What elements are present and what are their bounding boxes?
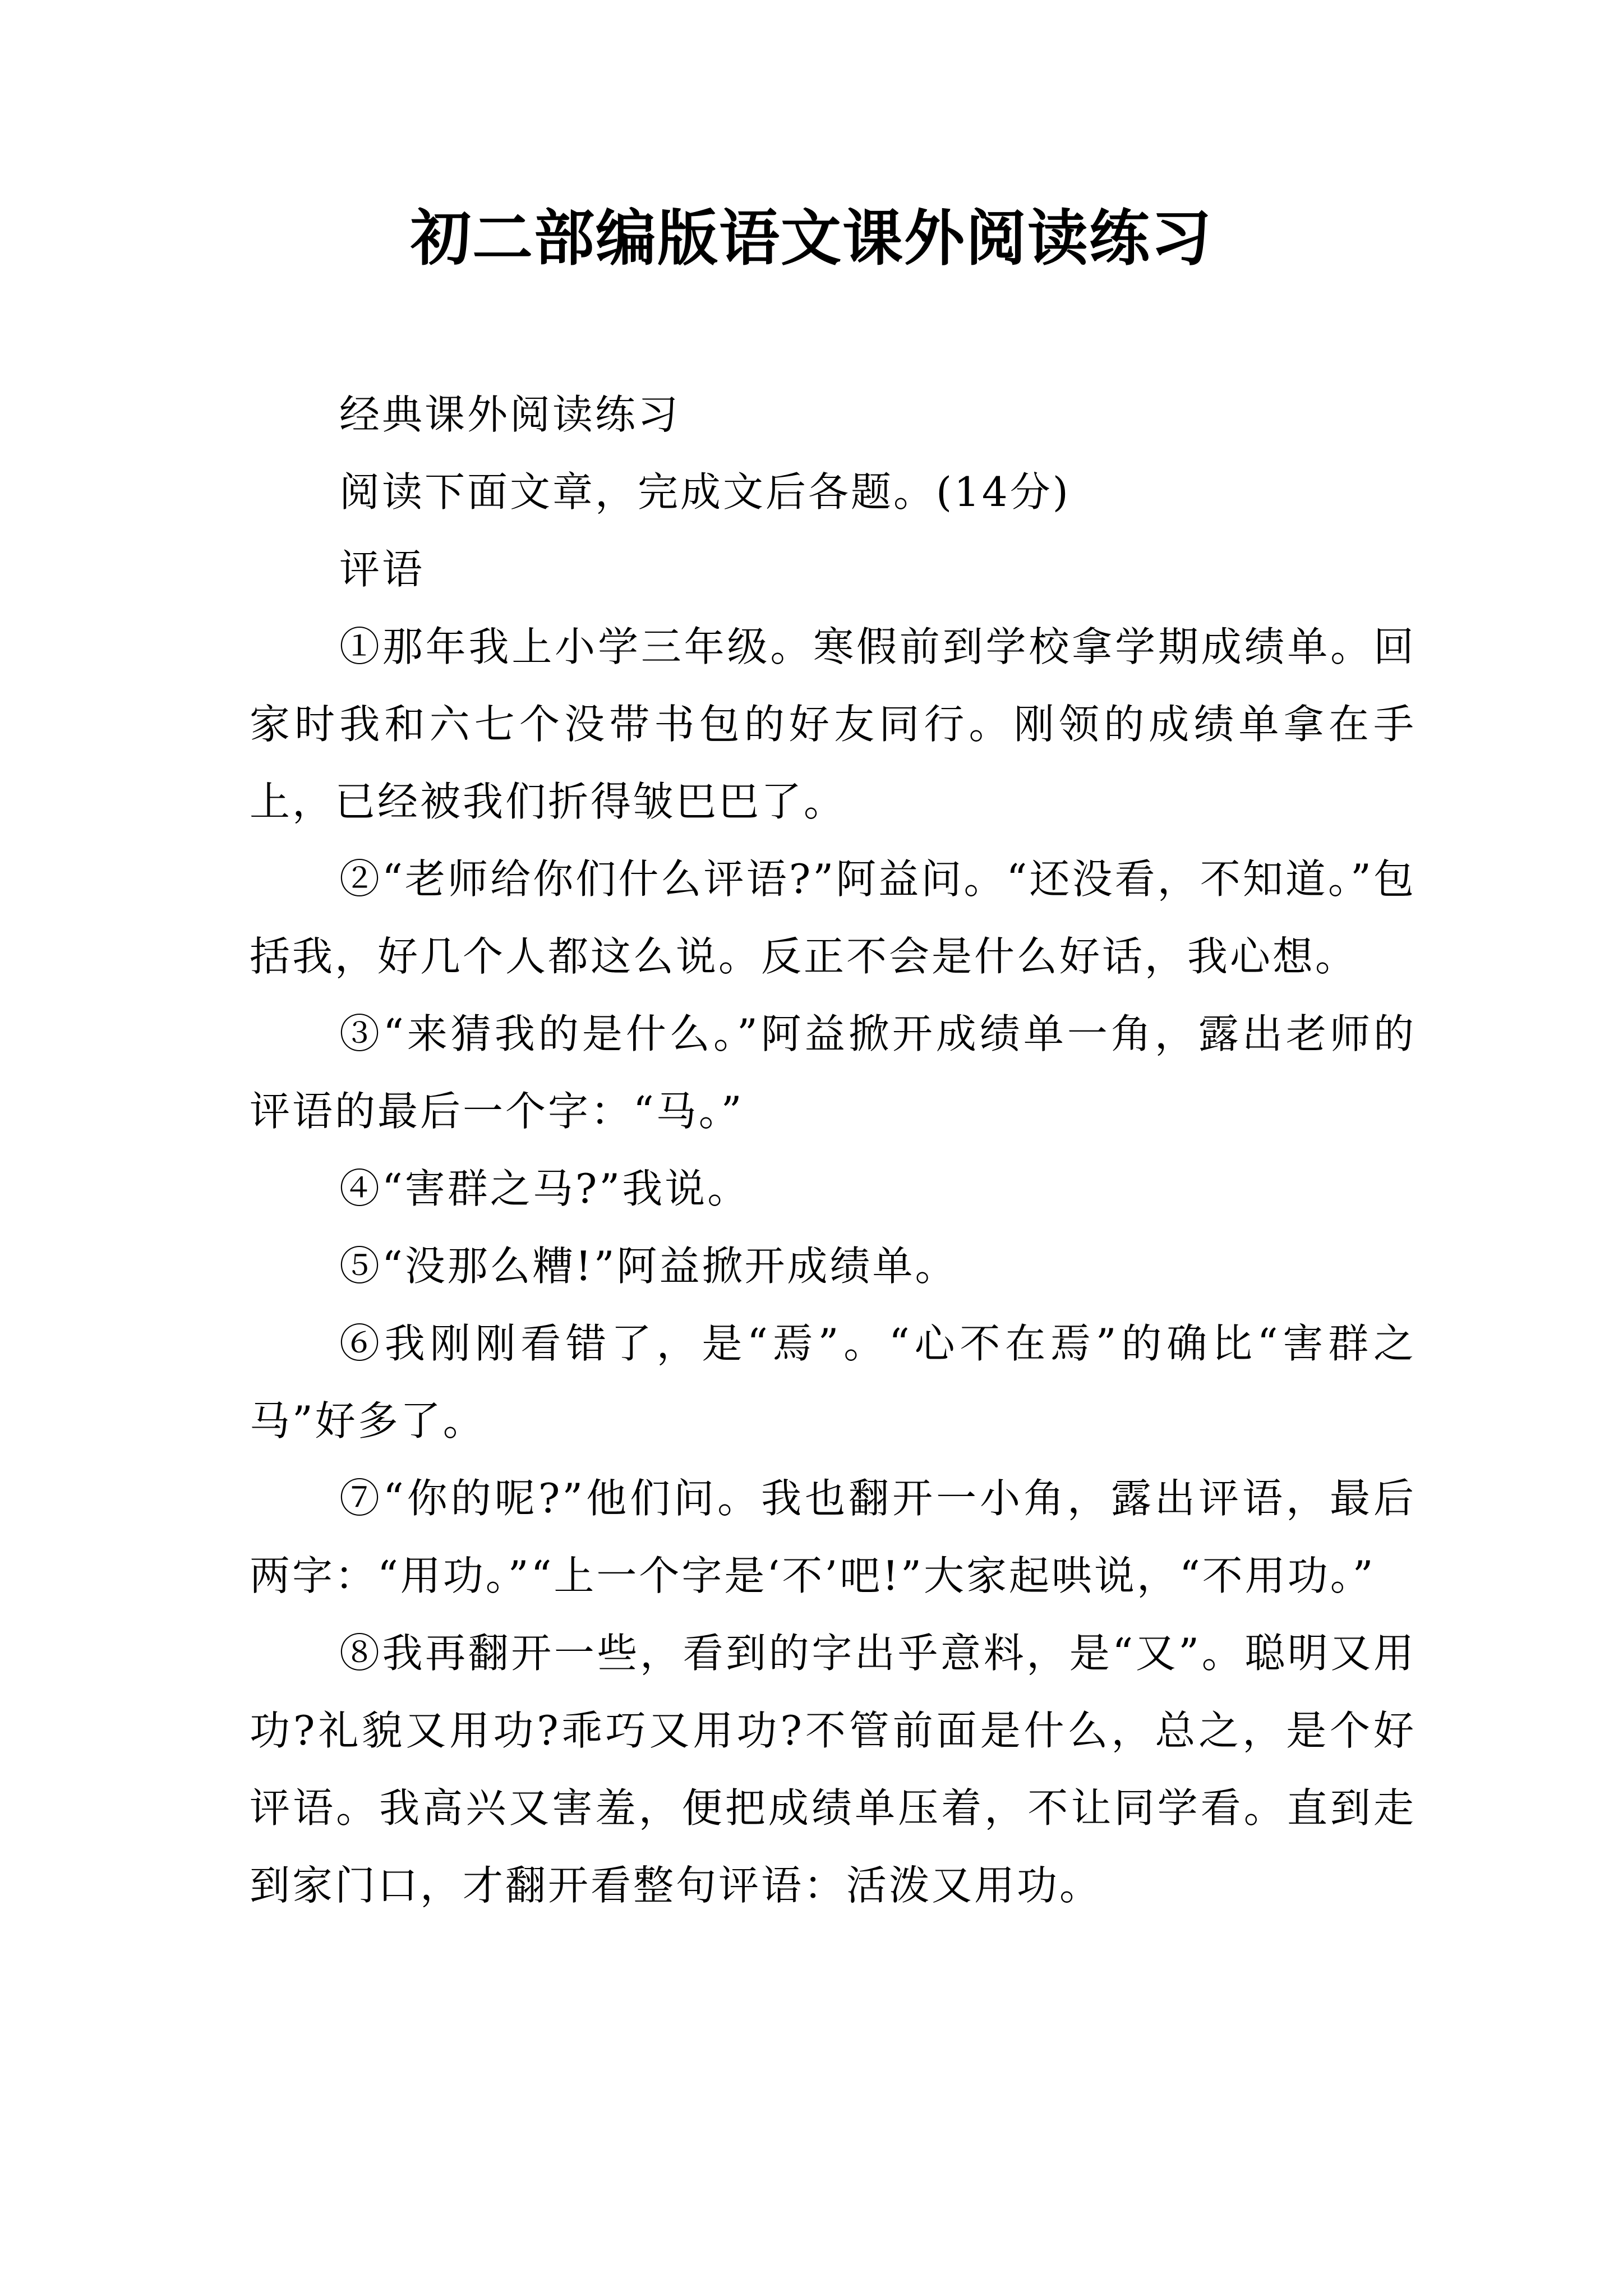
paragraph-3: ③“来猜我的是什么。”阿益掀开成绩单一角，露出老师的评语的最后一个字：“马。”	[250, 1010, 1416, 1135]
paragraph-article-title: 评语	[339, 546, 425, 593]
paragraph-5: ⑤“没那么糟!”阿益掀开成绩单。	[339, 1243, 958, 1290]
paragraph-instructions: 阅读下面文章，完成文后各题。(14分)	[339, 468, 1071, 516]
paragraph-6: ⑥我刚刚看错了，是“焉”。“心不在焉”的确比“害群之马”好多了。	[250, 1320, 1416, 1444]
paragraph-7: ⑦“你的呢?”他们问。我也翻开一小角，露出评语，最后两字：“用功。”“上一个字是‘不’吧!”大家起哄说，“不用功。”	[250, 1475, 1416, 1599]
paragraph-1: ①那年我上小学三年级。寒假前到学校拿学期成绩单。回家时我和六七个没带书包的好友同行。刚领的成绩单拿在手上，已经被我们折得皱巴巴了。	[250, 623, 1416, 825]
paragraph-4: ④“害群之马?”我说。	[339, 1165, 750, 1212]
paragraph-8: ⑧我再翻开一些，看到的字出乎意料，是“又”。聪明又用功?礼貌又用功?乖巧又用功?不管前面是什么，总之，是个好评语。我高兴又害羞，便把成绩单压着，不让同学看。直到走到家门口，才翻开看整句评语：活泼又用功。	[250, 1630, 1416, 1909]
paragraph-section-heading: 经典课外阅读练习	[339, 391, 681, 438]
document-body	[250, 376, 1416, 1924]
document-title: 初二部编版语文课外阅读练习	[410, 203, 1212, 274]
paragraph-2: ②“老师给你们什么评语?”阿益问。“还没看，不知道。”包括我，好几个人都这么说。反正不会是什么好话，我心想。	[250, 855, 1416, 980]
